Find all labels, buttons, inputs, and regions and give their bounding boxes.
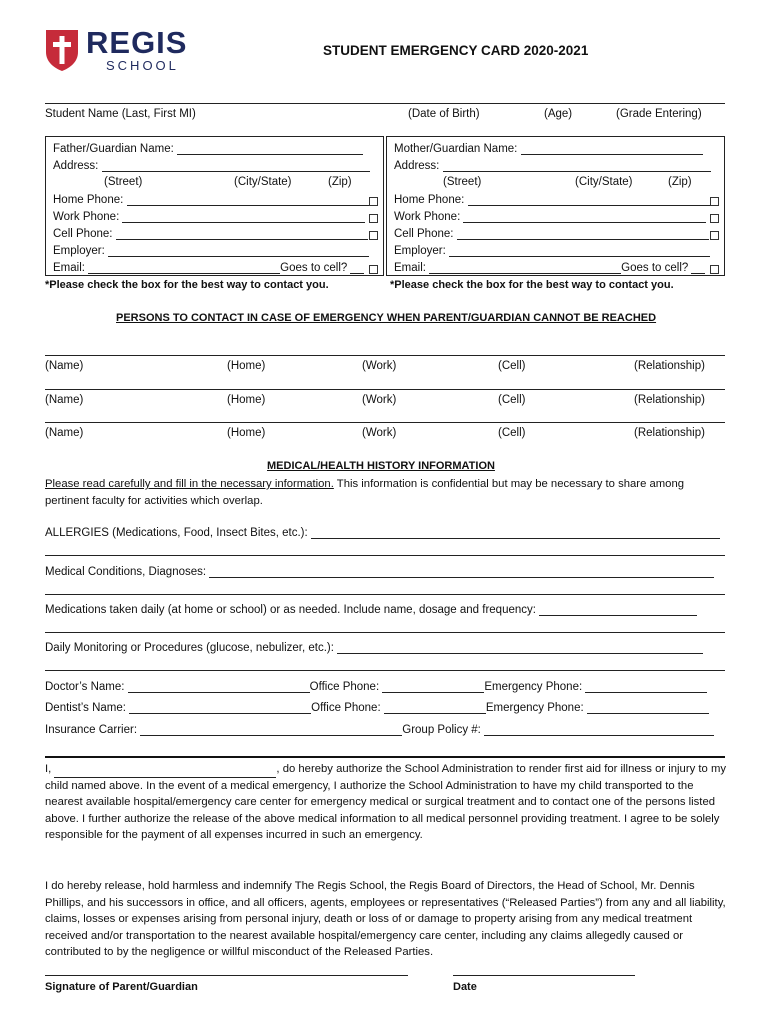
father-work-checkbox[interactable]	[369, 214, 378, 223]
signature-line[interactable]	[45, 975, 408, 976]
father-cell-checkbox[interactable]	[369, 231, 378, 240]
mother-address-label: Address:	[394, 160, 440, 172]
allergies-field[interactable]	[311, 526, 720, 539]
father-work-label: Work Phone:	[53, 211, 120, 223]
release-paragraph: I do hereby release, hold harmless and indemnify The Regis School, the Regis Board of Directors, the Head of School, Mr. Dennis Phillips, and his successors in office, and all officers, agents, employees or representatives (“Released Parties”) from any and all liability, claims, losses or expenses arising from personal injury, death or loss of or damage to property arising from any medical treatment received and/or transportation to the nearest available hospital/emergency care center, including any claims allegedly caused or contributed to by the negligence or willful misconduct of the Released Parties.	[45, 880, 726, 959]
mother-address-row	[394, 159, 711, 172]
medical-intro-rest: This information is confidential but may be necessary to share among pertinent faculty for activities which overlap.	[45, 478, 685, 507]
dentist-office-phone-label: Office Phone:	[311, 702, 381, 714]
monitoring-row	[45, 641, 703, 654]
monitoring-label: Daily Monitoring or Procedures (glucose, nebulizer, etc.):	[45, 642, 334, 654]
medications-label: Medications taken daily (at home or school) or as needed. Include name, dosage and frequency:	[45, 604, 536, 616]
doctor-office-phone-field[interactable]	[382, 680, 484, 693]
group-policy-label: Group Policy #:	[402, 724, 481, 736]
mother-name-label: Mother/Guardian Name:	[394, 143, 518, 155]
father-address-label: Address:	[53, 160, 99, 172]
mother-email-field[interactable]	[429, 261, 621, 274]
mother-name-row	[394, 142, 703, 155]
father-cell-field[interactable]	[116, 227, 368, 240]
logo-wordmark: REGIS	[86, 25, 188, 60]
emergency-cell-label: (Cell)	[498, 394, 526, 406]
doctor-emergency-phone-field[interactable]	[585, 680, 707, 693]
emergency-line-3[interactable]	[45, 422, 725, 423]
mother-cell-row	[394, 227, 709, 240]
mother-city-label: (City/State)	[575, 176, 633, 188]
emergency-name-label: (Name)	[45, 427, 84, 439]
medications-row	[45, 603, 697, 616]
doctor-label: Doctor’s Name:	[45, 681, 125, 693]
emergency-line-1[interactable]	[45, 355, 725, 356]
father-name-field[interactable]	[177, 142, 363, 155]
father-email-row	[53, 261, 364, 274]
allergies-line-2[interactable]	[45, 555, 725, 556]
father-employer-row	[53, 244, 369, 257]
medical-intro-underlined: Please read carefully and fill in the necessary information.	[45, 478, 334, 490]
authorization-paragraph	[45, 761, 728, 844]
mother-home-field[interactable]	[468, 193, 711, 206]
emergency-heading: PERSONS TO CONTACT IN CASE OF EMERGENCY WHEN PARENT/GUARDIAN CANNOT BE REACHED	[116, 312, 657, 324]
monitoring-line-2[interactable]	[45, 670, 725, 671]
emergency-line-2[interactable]	[45, 389, 725, 390]
conditions-field[interactable]	[209, 565, 714, 578]
shield-cross-icon	[44, 28, 80, 72]
mother-work-label: Work Phone:	[394, 211, 461, 223]
conditions-row	[45, 565, 714, 578]
date-label: Date	[453, 981, 477, 993]
emergency-relationship-label: (Relationship)	[634, 394, 705, 406]
father-email-label: Email:	[53, 262, 85, 274]
monitoring-field[interactable]	[337, 641, 703, 654]
grade-label: (Grade Entering)	[616, 108, 702, 120]
mother-email-row	[394, 261, 705, 274]
date-line[interactable]	[453, 975, 635, 976]
section-divider	[45, 756, 725, 758]
emergency-home-label: (Home)	[227, 360, 266, 372]
father-zip-label: (Zip)	[328, 176, 352, 188]
doctor-field[interactable]	[128, 680, 310, 693]
father-home-label: Home Phone:	[53, 194, 124, 206]
mother-guardian-box	[386, 136, 725, 276]
mother-contact-note: *Please check the box for the best way to contact you.	[390, 279, 674, 291]
father-goes-cell-field[interactable]	[350, 261, 364, 274]
medications-field[interactable]	[539, 603, 697, 616]
mother-work-row	[394, 210, 706, 223]
dentist-emergency-phone-label: Emergency Phone:	[485, 702, 584, 714]
father-home-row	[53, 193, 370, 206]
medical-heading: MEDICAL/HEALTH HISTORY INFORMATION	[267, 460, 495, 472]
age-label: (Age)	[544, 108, 573, 120]
page-title: STUDENT EMERGENCY CARD 2020-2021	[323, 43, 589, 58]
father-work-field[interactable]	[122, 210, 365, 223]
emergency-work-label: (Work)	[362, 394, 397, 406]
father-email-checkbox[interactable]	[369, 265, 378, 274]
father-goes-cell-label: Goes to cell?	[280, 262, 348, 274]
dentist-emergency-phone-field[interactable]	[587, 701, 709, 714]
emergency-cell-label: (Cell)	[498, 427, 526, 439]
father-address-row	[53, 159, 370, 172]
father-cell-label: Cell Phone:	[53, 228, 113, 240]
medications-line-2[interactable]	[45, 632, 725, 633]
doctor-row	[45, 680, 707, 693]
dob-label: (Date of Birth)	[408, 108, 480, 120]
student-name-label: Student Name (Last, First MI)	[45, 108, 196, 120]
medical-intro	[45, 476, 728, 509]
auth-i-label: I,	[45, 763, 52, 775]
emergency-relationship-label: (Relationship)	[634, 427, 705, 439]
mother-work-checkbox[interactable]	[710, 214, 719, 223]
father-name-label: Father/Guardian Name:	[53, 143, 174, 155]
insurance-field[interactable]	[140, 723, 402, 736]
emergency-home-label: (Home)	[227, 394, 266, 406]
logo-subtitle: SCHOOL	[106, 58, 179, 73]
father-home-checkbox[interactable]	[369, 197, 378, 206]
mother-goes-cell-label: Goes to cell?	[621, 262, 689, 274]
father-contact-note: *Please check the box for the best way to contact you.	[45, 279, 329, 291]
father-guardian-box	[45, 136, 384, 276]
mother-name-field[interactable]	[521, 142, 703, 155]
mother-employer-field[interactable]	[449, 244, 710, 257]
student-info-line[interactable]	[45, 103, 725, 104]
school-logo	[44, 25, 194, 76]
mother-work-field[interactable]	[463, 210, 706, 223]
emergency-cell-label: (Cell)	[498, 360, 526, 372]
allergies-row	[45, 526, 720, 539]
father-employer-field[interactable]	[108, 244, 369, 257]
mother-employer-row	[394, 244, 710, 257]
father-street-label: (Street)	[104, 176, 143, 188]
mother-employer-label: Employer:	[394, 245, 446, 257]
mother-cell-label: Cell Phone:	[394, 228, 454, 240]
mother-email-checkbox[interactable]	[710, 265, 719, 274]
mother-zip-label: (Zip)	[668, 176, 692, 188]
conditions-label: Medical Conditions, Diagnoses:	[45, 566, 207, 578]
doctor-emergency-phone-label: Emergency Phone:	[484, 681, 583, 693]
auth-text: , do hereby authorize the School Administration to render first aid for illness or injury to my child named above. In the event of a medical emergency, I authorize the School Administration to have my child transported to the nearest available hospital/emergency care center for emergency medical or surgical treatment and to contact one of the persons listed above. I further authorize the release of the above medical information to all medical personnel providing treatment. I agree to be solely responsible for the payment of all expenses incurred in such an emergency.	[45, 763, 727, 842]
mother-cell-checkbox[interactable]	[710, 231, 719, 240]
mother-home-row	[394, 193, 711, 206]
parent-name-field[interactable]	[54, 765, 276, 778]
father-home-field[interactable]	[127, 193, 370, 206]
emergency-name-label: (Name)	[45, 360, 84, 372]
father-email-field[interactable]	[88, 261, 280, 274]
dentist-label: Dentist’s Name:	[45, 702, 126, 714]
father-city-label: (City/State)	[234, 176, 292, 188]
dentist-office-phone-field[interactable]	[384, 701, 486, 714]
insurance-label: Insurance Carrier:	[45, 724, 138, 736]
mother-address-field[interactable]	[443, 159, 711, 172]
group-policy-field[interactable]	[484, 723, 714, 736]
father-address-field[interactable]	[102, 159, 370, 172]
emergency-work-label: (Work)	[362, 360, 397, 372]
father-name-row	[53, 142, 363, 155]
insurance-row	[45, 723, 714, 736]
mother-email-label: Email:	[394, 262, 426, 274]
father-cell-row	[53, 227, 368, 240]
mother-street-label: (Street)	[443, 176, 482, 188]
conditions-line-2[interactable]	[45, 594, 725, 595]
dentist-row	[45, 701, 709, 714]
mother-home-checkbox[interactable]	[710, 197, 719, 206]
mother-home-label: Home Phone:	[394, 194, 465, 206]
signature-label: Signature of Parent/Guardian	[45, 981, 198, 993]
doctor-office-phone-label: Office Phone:	[309, 681, 380, 693]
father-work-row	[53, 210, 365, 223]
mother-cell-field[interactable]	[457, 227, 709, 240]
emergency-home-label: (Home)	[227, 427, 266, 439]
emergency-name-label: (Name)	[45, 394, 84, 406]
emergency-relationship-label: (Relationship)	[634, 360, 705, 372]
father-employer-label: Employer:	[53, 245, 105, 257]
mother-goes-cell-field[interactable]	[691, 261, 705, 274]
dentist-field[interactable]	[129, 701, 311, 714]
emergency-work-label: (Work)	[362, 427, 397, 439]
allergies-label: ALLERGIES (Medications, Food, Insect Bites, etc.):	[45, 527, 308, 539]
